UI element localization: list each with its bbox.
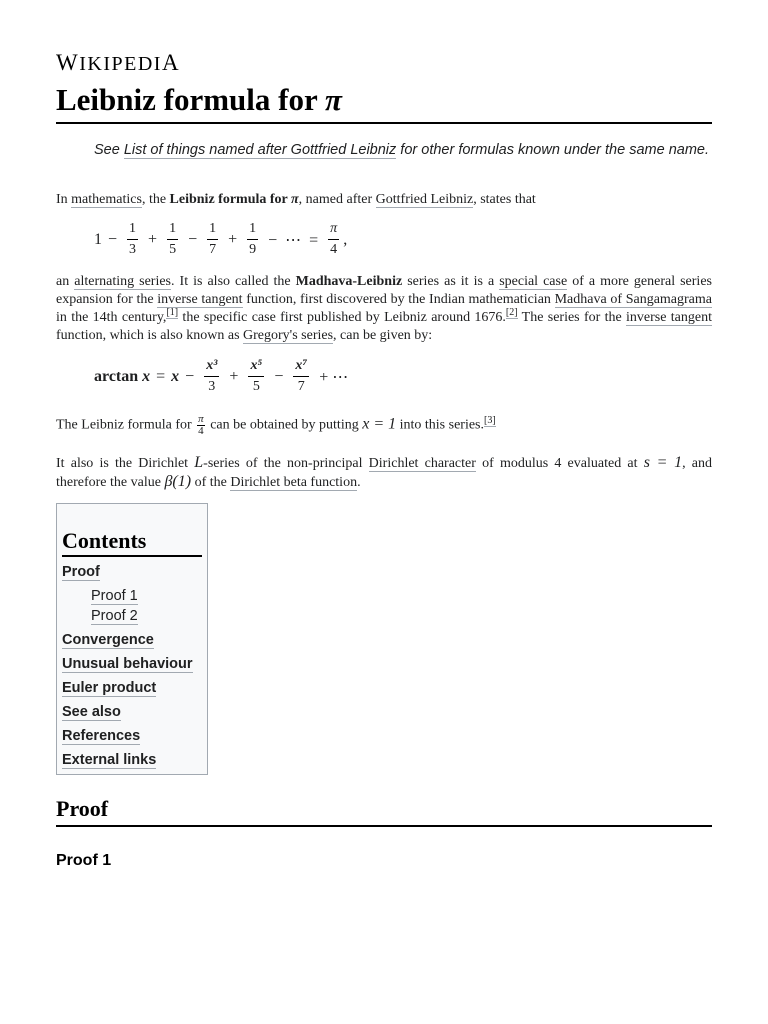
fraction-1-3: $\frac{1}{3}$ xyxy=(129,221,137,257)
toc-title: Contents xyxy=(62,528,202,557)
link-dirichlet-beta-function[interactable]: Dirichlet beta function xyxy=(230,475,358,490)
hatnote-link[interactable]: List of things named after Gottfried Leibniz xyxy=(123,142,397,158)
toc-link-convergence[interactable]: Convergence xyxy=(62,632,154,648)
fraction-1-7: $\frac{1}{7}$ xyxy=(209,221,217,257)
ref-2[interactable]: [2] xyxy=(505,307,518,319)
toc-item-unusual-behaviour xyxy=(62,656,193,680)
toc-link-unusual-behaviour[interactable]: Unusual behaviour xyxy=(62,656,193,672)
link-gottfried-leibniz[interactable]: Gottfried Leibniz xyxy=(375,192,474,207)
link-inverse-tangent[interactable]: inverse tangent xyxy=(157,292,243,307)
section-heading-proof: Proof xyxy=(56,796,712,827)
wikipedia-wordmark[interactable]: WIKIPEDIA xyxy=(56,50,181,75)
toc-link-proof[interactable]: Proof xyxy=(62,564,100,580)
toc-item-euler-product xyxy=(62,680,193,704)
ref-1[interactable]: [1] xyxy=(166,307,179,319)
toc-item-convergence xyxy=(62,632,193,656)
dirichlet-paragraph: It also is the Dirichlet L-series of the non-principal Dirichlet character of modulus 4 evaluated at s = 1, and therefore the value β(1) of the Dirichlet beta function. xyxy=(56,454,712,490)
toc-link-see-also[interactable]: See also xyxy=(62,704,121,720)
arctan-series-formula: arctan x = x − $\frac{\text{x³}}{3}$ + $\frac{\text{x⁵}}{5}$ − $\frac{\text{x⁷}}{7}$ + ⋯ xyxy=(94,358,349,394)
link-alternating-series[interactable]: alternating series xyxy=(74,274,172,289)
link-madhava[interactable]: Madhava of Sangamagrama xyxy=(554,292,712,307)
fraction-1-5: $\frac{1}{5}$ xyxy=(169,221,177,257)
toc-link-external-links[interactable]: External links xyxy=(62,752,157,768)
link-special-case[interactable]: special case xyxy=(499,274,568,289)
toc-item-proof-2 xyxy=(62,608,193,632)
toc-link-euler-product[interactable]: Euler product xyxy=(62,680,157,696)
ref-3[interactable]: [3] xyxy=(484,415,496,427)
table-of-contents xyxy=(56,503,208,775)
pi-over-4-paragraph: The Leibniz formula for $\frac{\pi}{4}$ can be obtained by putting x = 1 into this series.[3] xyxy=(56,413,496,437)
toc-link-references[interactable]: References xyxy=(62,728,141,744)
fraction-x7-7: $\frac{\text{x⁷}}{7}$ xyxy=(295,358,308,394)
link-inverse-tangent-2[interactable]: inverse tangent xyxy=(626,310,712,325)
page-title: Leibniz formula for π xyxy=(56,82,712,124)
hatnote: See List of things named after Gottfried Leibniz for other formulas known under the same name. xyxy=(94,142,709,158)
series-paragraph: an alternating series. It is also called the Madhava-Leibniz series as it is a special case of a more general series expansion for the inverse tangent function, first discovered by the Indian mathematician Madhava of Sangamagrama in the 14th century,[1] the specific case first published by Leibniz around 1676.[2] The series for the inverse tangent function, which is also known as Gregory's series, can be given by: xyxy=(56,274,712,343)
link-mathematics[interactable]: mathematics xyxy=(71,192,142,207)
toc-list xyxy=(62,564,193,776)
fraction-x5-5: $\frac{\text{x⁵}}{5}$ xyxy=(250,358,263,394)
toc-item-proof-1 xyxy=(62,588,193,608)
link-gregorys-series[interactable]: Gregory's series xyxy=(243,328,334,343)
leibniz-formula: 1 − $\frac{1}{3}$ + $\frac{1}{5}$ − $\frac{1}{7}$ + $\frac{1}{9}$ − ⋯ = $\frac{\pi}{4}$ , xyxy=(94,221,348,257)
fraction-x3-3: $\frac{\text{x³}}{3}$ xyxy=(206,358,218,394)
toc-link-proof-1[interactable]: Proof 1 xyxy=(91,588,138,604)
intro-paragraph: In mathematics, the Leibniz formula for π, named after Gottfried Leibniz, states that xyxy=(56,192,536,207)
toc-link-proof-2[interactable]: Proof 2 xyxy=(91,608,138,624)
inline-fraction-pi-4: $\frac{\pi}{4}$ xyxy=(198,413,204,437)
subsection-heading-proof-1: Proof 1 xyxy=(56,852,112,869)
toc-item-references xyxy=(62,728,193,752)
toc-item-proof xyxy=(62,564,193,588)
toc-item-external-links xyxy=(62,752,193,776)
link-dirichlet-character[interactable]: Dirichlet character xyxy=(368,456,476,471)
fraction-pi-4: $\frac{\pi}{4}$ xyxy=(330,221,338,257)
fraction-1-9: $\frac{1}{9}$ xyxy=(249,221,257,257)
toc-item-see-also xyxy=(62,704,193,728)
